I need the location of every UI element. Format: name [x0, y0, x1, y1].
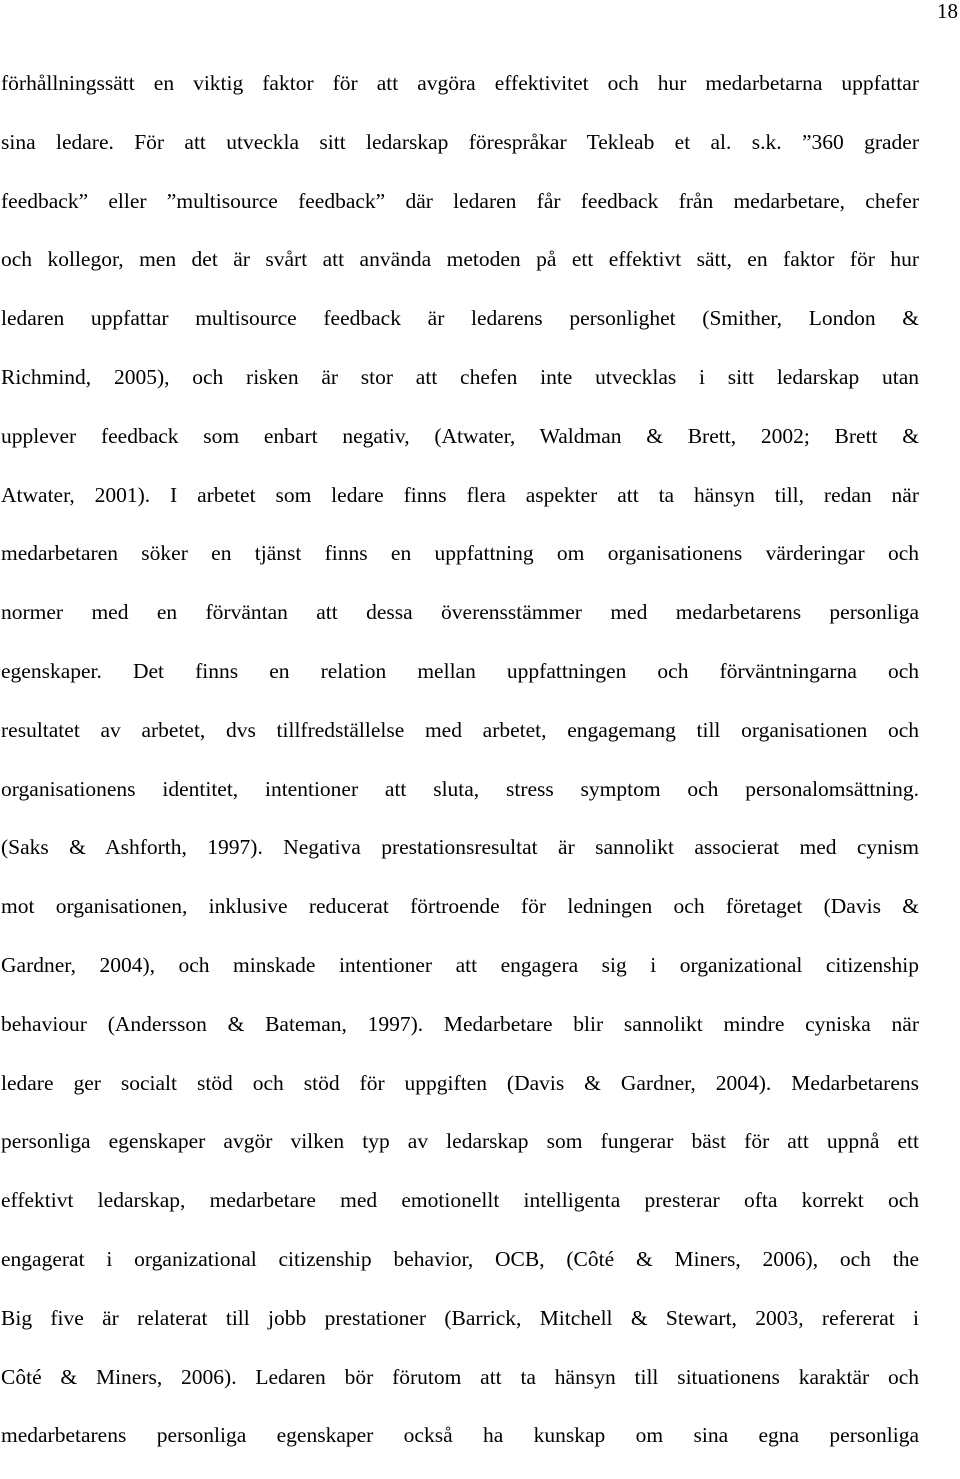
text-line: Côté & Miners, 2006). Ledaren bör förutom att ta hänsyn till situationens karaktär och	[1, 1364, 919, 1389]
text-line: organisationens identitet, intentioner att sluta, stress symptom och personalomsättning.	[1, 776, 919, 801]
text-line: effektivt ledarskap, medarbetare med emotionellt intelligenta presterar ofta korrekt och	[1, 1188, 919, 1213]
text-line: behaviour (Andersson & Bateman, 1997). Medarbetare blir sannolikt mindre cyniska när	[1, 1011, 919, 1036]
text-line: medarbetaren söker en tjänst finns en uppfattning om organisationens värderingar och	[1, 541, 919, 566]
text-line: Atwater, 2001). I arbetet som ledare finns flera aspekter att ta hänsyn till, redan när	[1, 482, 919, 507]
text-line: (Saks & Ashforth, 1997). Negativa prestationsresultat är sannolikt associerat med cynism	[1, 835, 919, 860]
text-line: normer med en förväntan att dessa överensstämmer med medarbetarens personliga	[1, 600, 919, 625]
text-line: upplever feedback som enbart negativ, (Atwater, Waldman & Brett, 2002; Brett &	[1, 423, 919, 448]
text-line: och kollegor, men det är svårt att använda metoden på ett effektivt sätt, en faktor för hur	[1, 247, 919, 272]
text-line: Gardner, 2004), och minskade intentioner att engagera sig i organizational citizenship	[1, 952, 919, 977]
body-text	[1, 68, 919, 1479]
text-line: Big five är relaterat till jobb prestationer (Barrick, Mitchell & Stewart, 2003, refererat i	[1, 1305, 919, 1330]
text-line: engagerat i organizational citizenship behavior, OCB, (Côté & Miners, 2006), och the	[1, 1246, 919, 1271]
text-line: feedback” eller ”multisource feedback” där ledaren får feedback från medarbetare, chefer	[1, 188, 919, 213]
text-line: egenskaper. Det finns en relation mellan uppfattningen och förväntningarna och	[1, 658, 919, 683]
text-line: ledaren uppfattar multisource feedback är ledarens personlighet (Smither, London &	[1, 306, 919, 331]
text-line: Richmind, 2005), och risken är stor att chefen inte utvecklas i sitt ledarskap utan	[1, 364, 919, 389]
text-line: ledare ger socialt stöd och stöd för uppgiften (Davis & Gardner, 2004). Medarbetarens	[1, 1070, 919, 1095]
text-line: mot organisationen, inklusive reducerat förtroende för ledningen och företaget (Davis &	[1, 894, 919, 919]
text-line: medarbetarens personliga egenskaper också ha kunskap om sina egna personliga	[1, 1423, 919, 1448]
text-line: resultatet av arbetet, dvs tillfredställelse med arbetet, engagemang till organisationen och	[1, 717, 919, 742]
text-line: personliga egenskaper avgör vilken typ av ledarskap som fungerar bäst för att uppnå ett	[1, 1129, 919, 1154]
page-number: 18	[937, 0, 958, 23]
text-line: sina ledare. För att utveckla sitt ledarskap förespråkar Tekleab et al. s.k. ”360 grader	[1, 129, 919, 154]
text-line: förhållningssätt en viktig faktor för att avgöra effektivitet och hur medarbetarna uppfattar	[1, 71, 919, 95]
